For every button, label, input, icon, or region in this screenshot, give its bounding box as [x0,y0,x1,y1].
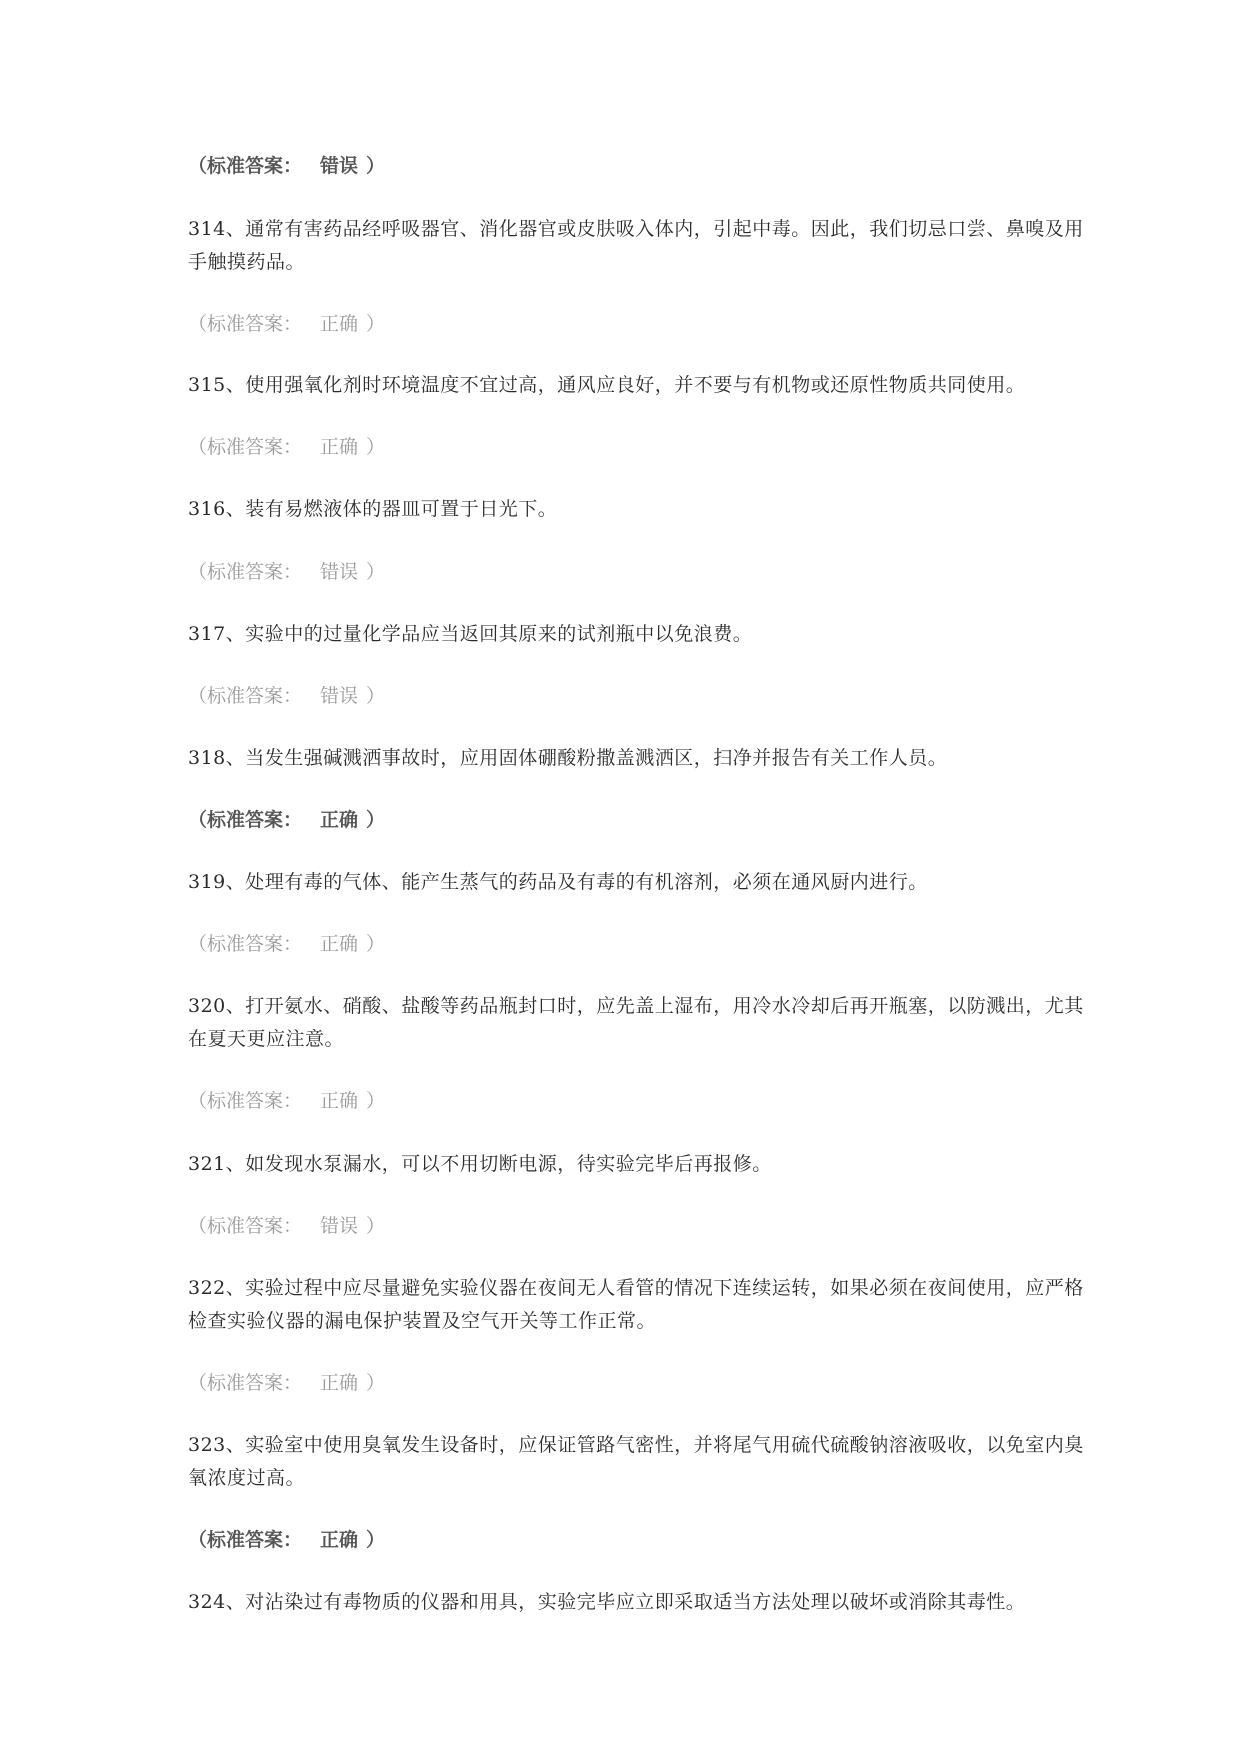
answer-value: 错误 [320,561,359,583]
answer-line [188,1214,385,1238]
answer-line [188,1089,385,1113]
answer-label: （标准答案： [188,1529,303,1551]
answer-close-paren: ） [366,1215,386,1237]
answer-close-paren: ） [366,685,386,707]
answer-label: （标准答案： [188,313,303,335]
question-text: 322、实验过程中应尽量避免实验仪器在夜间无人看管的情况下连续运转，如果必须在夜间使用，应严格 [188,1277,1084,1299]
question-text: 319、处理有毒的气体、能产生蒸气的药品及有毒的有机溶剂，必须在通风厨内进行。 [188,871,928,893]
answer-label: （标准答案： [188,155,303,177]
answer-value: 正确 [320,1090,359,1112]
question-text: 氧浓度过高。 [188,1467,306,1489]
answer-line [188,808,385,832]
answer-close-paren: ） [366,436,386,458]
answer-close-paren: ） [366,155,386,177]
question-text: 323、实验室中使用臭氧发生设备时，应保证管路气密性，并将尾气用硫代硫酸钠溶液吸收，以免室内臭 [188,1434,1084,1456]
question-text: 在夏天更应注意。 [188,1028,345,1050]
answer-value: 错误 [320,685,359,707]
answer-line [188,684,385,708]
answer-line [188,932,385,956]
answer-close-paren: ） [366,1090,386,1112]
answer-label: （标准答案： [188,809,303,831]
answer-line [188,560,385,584]
answer-value: 错误 [320,1215,359,1237]
answer-label: （标准答案： [188,1372,303,1394]
answer-value: 正确 [320,1529,359,1551]
answer-close-paren: ） [366,561,386,583]
answer-value: 正确 [320,436,359,458]
question-text: 手触摸药品。 [188,251,306,273]
answer-line [188,154,385,178]
question-text: 318、当发生强碱溅洒事故时，应用固体硼酸粉撒盖溅洒区，扫净并报告有关工作人员。 [188,747,948,769]
answer-label: （标准答案： [188,436,303,458]
answer-close-paren: ） [366,1529,386,1551]
question-text: 315、使用强氧化剂时环境温度不宜过高，通风应良好，并不要与有机物或还原性物质共同使用。 [188,374,1026,396]
answer-value: 正确 [320,313,359,335]
question-text: 检查实验仪器的漏电保护装置及空气开关等工作正常。 [188,1310,657,1332]
answer-value: 错误 [320,155,359,177]
answer-close-paren: ） [366,933,386,955]
question-text: 320、打开氨水、硝酸、盐酸等药品瓶封口时，应先盖上湿布，用冷水冷却后再开瓶塞，以防溅出，尤其 [188,995,1084,1017]
question-text: 317、实验中的过量化学品应当返回其原来的试剂瓶中以免浪费。 [188,623,753,645]
answer-line [188,435,385,459]
question-text: 321、如发现水泵漏水，可以不用切断电源，待实验完毕后再报修。 [188,1153,772,1175]
answer-line [188,312,385,336]
answer-value: 正确 [320,1372,359,1394]
answer-close-paren: ） [366,1372,386,1394]
answer-line [188,1528,385,1552]
answer-label: （标准答案： [188,933,303,955]
question-text: 316、装有易燃液体的器皿可置于日光下。 [188,498,558,520]
answer-value: 正确 [320,809,359,831]
answer-label: （标准答案： [188,685,303,707]
answer-label: （标准答案： [188,561,303,583]
answer-label: （标准答案： [188,1215,303,1237]
question-text: 324、对沾染过有毒物质的仪器和用具，实验完毕应立即采取适当方法处理以破坏或消除其毒性。 [188,1591,1026,1613]
answer-value: 正确 [320,933,359,955]
answer-close-paren: ） [366,313,386,335]
answer-line [188,1371,385,1395]
answer-label: （标准答案： [188,1090,303,1112]
answer-close-paren: ） [366,809,386,831]
question-text: 314、通常有害药品经呼吸器官、消化器官或皮肤吸入体内，引起中毒。因此，我们切忌口尝、鼻嗅及用 [188,218,1084,240]
